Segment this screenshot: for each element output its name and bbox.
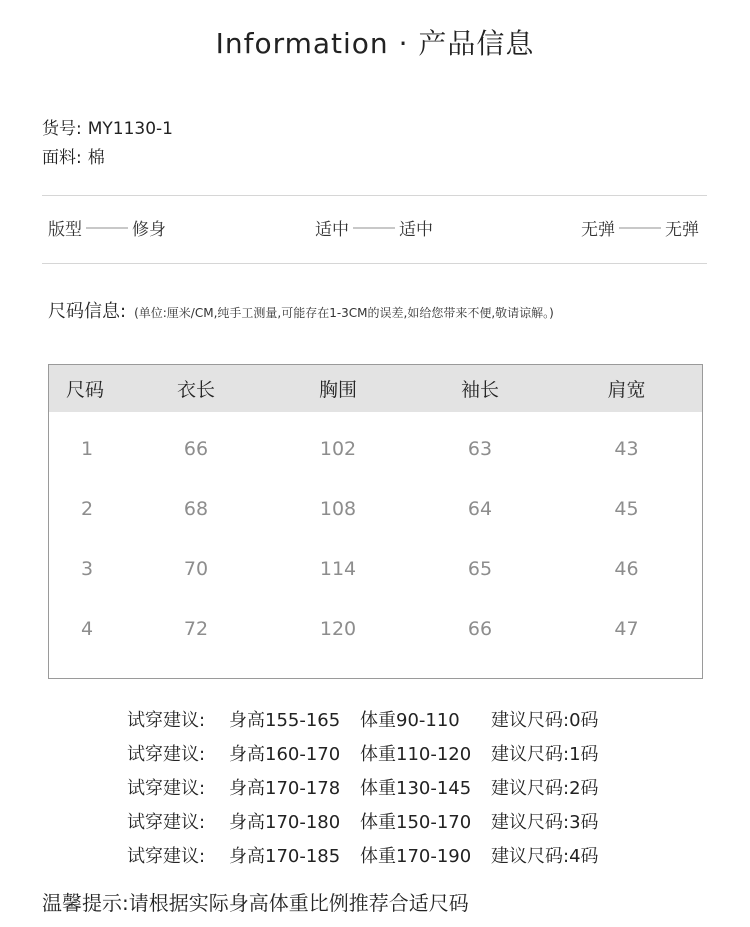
attribute-row bbox=[48, 215, 704, 241]
cell-length: 68 bbox=[183, 498, 209, 520]
suggestion-label: 试穿建议: bbox=[127, 778, 206, 799]
cell-size: 3 bbox=[80, 558, 94, 580]
attribute-fit-right: 修身 bbox=[132, 220, 166, 240]
cell-chest: 108 bbox=[319, 498, 357, 520]
suggestion-size: 建议尺码:0码 bbox=[491, 710, 599, 731]
attribute-thickness-right: 适中 bbox=[399, 220, 433, 240]
cell-sleeve: 63 bbox=[467, 438, 493, 460]
cell-shoulder: 43 bbox=[614, 438, 639, 460]
item-number-value: MY1130-1 bbox=[87, 119, 173, 139]
suggestion-weight: 体重110-120 bbox=[360, 744, 472, 765]
header-sleeve: 袖长 bbox=[460, 379, 499, 401]
cell-chest: 120 bbox=[319, 618, 357, 640]
suggestion-size: 建议尺码:4码 bbox=[491, 846, 599, 867]
attribute-elasticity-right: 无弹 bbox=[665, 220, 699, 240]
size-table bbox=[48, 364, 703, 679]
suggestion-size: 建议尺码:3码 bbox=[491, 812, 599, 833]
fit-suggestion bbox=[127, 842, 599, 868]
cell-chest: 102 bbox=[319, 438, 357, 460]
suggestion-weight: 体重130-145 bbox=[360, 778, 472, 799]
attribute-thickness-line bbox=[353, 227, 395, 229]
fit-suggestion bbox=[127, 706, 599, 732]
cell-length: 66 bbox=[183, 438, 209, 460]
cell-shoulder: 45 bbox=[614, 498, 639, 520]
header-shoulder: 肩宽 bbox=[607, 379, 646, 401]
attribute-thickness-left: 适中 bbox=[315, 220, 349, 240]
page-title: Information · 产品信息 bbox=[215, 27, 535, 60]
table-row bbox=[49, 614, 702, 644]
cell-length: 72 bbox=[183, 618, 209, 640]
suggestion-weight: 体重90-110 bbox=[360, 710, 460, 731]
cell-sleeve: 66 bbox=[467, 618, 493, 640]
fabric-value: 棉 bbox=[87, 148, 105, 168]
cell-size: 4 bbox=[80, 618, 94, 640]
attribute-thickness bbox=[315, 215, 433, 240]
size-info-label: 尺码信息: bbox=[48, 301, 127, 322]
cell-shoulder: 47 bbox=[614, 618, 639, 640]
size-info bbox=[48, 297, 554, 323]
suggestion-size: 建议尺码:2码 bbox=[491, 778, 599, 799]
fit-suggestion bbox=[127, 740, 599, 766]
header-chest: 胸围 bbox=[318, 379, 357, 401]
attribute-fit bbox=[48, 215, 166, 240]
suggestion-height: 身高155-165 bbox=[229, 710, 341, 731]
attribute-elasticity bbox=[581, 215, 699, 240]
cell-size: 1 bbox=[80, 438, 94, 460]
suggestion-label: 试穿建议: bbox=[127, 710, 206, 731]
attribute-elasticity-line bbox=[619, 227, 661, 229]
suggestion-weight: 体重150-170 bbox=[360, 812, 472, 833]
suggestion-size: 建议尺码:1码 bbox=[491, 744, 599, 765]
size-table-header bbox=[49, 365, 702, 412]
header-size: 尺码 bbox=[66, 379, 105, 401]
suggestion-height: 身高170-180 bbox=[229, 812, 341, 833]
cell-sleeve: 65 bbox=[467, 558, 493, 580]
divider-bottom bbox=[42, 263, 707, 264]
cell-size: 2 bbox=[80, 498, 94, 520]
suggestion-height: 身高160-170 bbox=[229, 744, 341, 765]
suggestion-label: 试穿建议: bbox=[127, 744, 206, 765]
attribute-elasticity-left: 无弹 bbox=[581, 220, 615, 240]
fit-suggestion bbox=[127, 808, 599, 834]
item-number-label: 货号: bbox=[42, 119, 82, 139]
table-row bbox=[49, 434, 702, 464]
header-length: 衣长 bbox=[176, 379, 215, 401]
attribute-fit-line bbox=[86, 227, 128, 229]
suggestion-height: 身高170-185 bbox=[229, 846, 341, 867]
fit-suggestion bbox=[127, 774, 599, 800]
suggestion-weight: 体重170-190 bbox=[360, 846, 472, 867]
cell-length: 70 bbox=[183, 558, 209, 580]
divider-top bbox=[42, 195, 707, 196]
fabric bbox=[42, 143, 105, 168]
cell-chest: 114 bbox=[319, 558, 357, 580]
suggestion-height: 身高170-178 bbox=[229, 778, 341, 799]
suggestion-label: 试穿建议: bbox=[127, 812, 206, 833]
cell-shoulder: 46 bbox=[614, 558, 639, 580]
item-number bbox=[42, 114, 173, 139]
suggestion-label: 试穿建议: bbox=[127, 846, 206, 867]
cell-sleeve: 64 bbox=[467, 498, 493, 520]
table-row bbox=[49, 494, 702, 524]
fabric-label: 面料: bbox=[42, 148, 82, 168]
attribute-fit-left: 版型 bbox=[48, 220, 82, 240]
warm-tip: 温馨提示:请根据实际身高体重比例推荐合适尺码 bbox=[42, 891, 469, 915]
table-row bbox=[49, 554, 702, 584]
size-info-note: (单位:厘米/CM,纯手工测量,可能存在1-3CM的误差,如给您带来不便,敬请谅解。) bbox=[134, 306, 554, 320]
